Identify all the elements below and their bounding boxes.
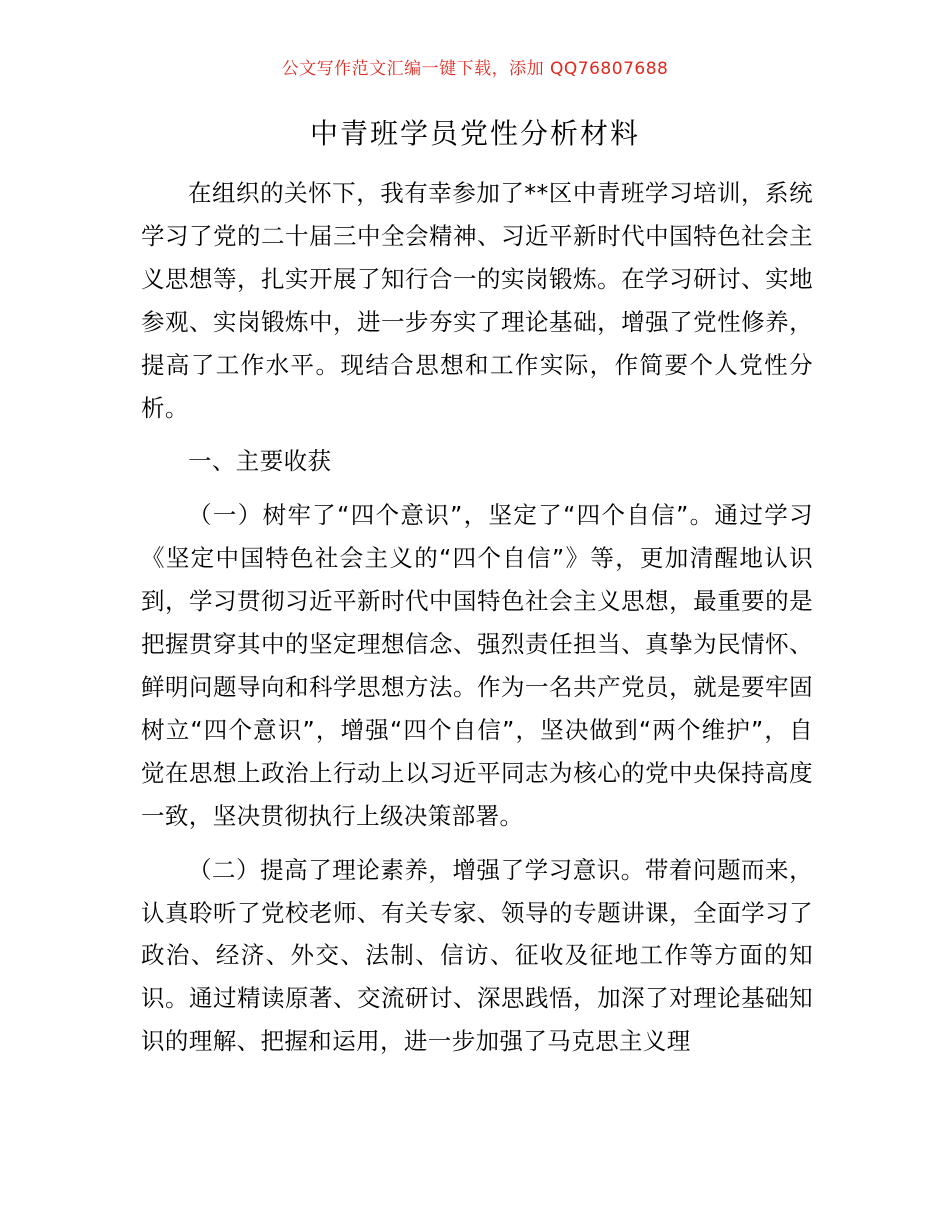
document-body bbox=[141, 172, 813, 1063]
page-title: 中青班学员党性分析材料 bbox=[309, 117, 640, 150]
download-banner: 公文写作范文汇编一键下载，添加 QQ76807688 bbox=[281, 59, 669, 79]
section-heading-main-gains: 一、主要收获 bbox=[188, 447, 332, 476]
intro-paragraph: 在组织的关怀下，我有幸参加了**区中青班学习培训，系统学习了党的二十届三中全会精神、习近平新时代中国特色社会主义思想等，扎实开展了知行合一的实岗锻炼。在学习研讨、实地参观、实岗锻炼中，进一步夯实了理论基础，增强了党性修养，提高了工作水平。现结合思想和工作实际，作简要个人党性分析。 bbox=[141, 179, 813, 422]
subsection-paragraph-1: （一）树牢了“四个意识”，坚定了“四个自信”。通过学习《坚定中国特色社会主义的“四个自信”》等，更加清醒地认识到，学习贯彻习近平新时代中国特色社会主义思想，最重要的是把握贯穿其中的坚定理想信念、强烈责任担当、真挚为民情怀、鲜明问题导向和科学思想方法。作为一名共产党员，就是要牢固树立“四个意识”，增强“四个自信”，坚决做到“两个维护”，自觉在思想上政治上行动上以习近平同志为核心的党中央保持高度一致，坚决贯彻执行上级决策部署。 bbox=[141, 501, 813, 830]
subsection-paragraph-2: （二）提高了理论素养，增强了学习意识。带着问题而来，认真聆听了党校老师、有关专家、领导的专题讲课，全面学习了政治、经济、外交、法制、信访、征收及征地工作等方面的知识。通过精读原著、交流研讨、深思践悟，加深了对理论基础知识的理解、把握和运用，进一步加强了马克思主义理 bbox=[141, 855, 813, 1056]
